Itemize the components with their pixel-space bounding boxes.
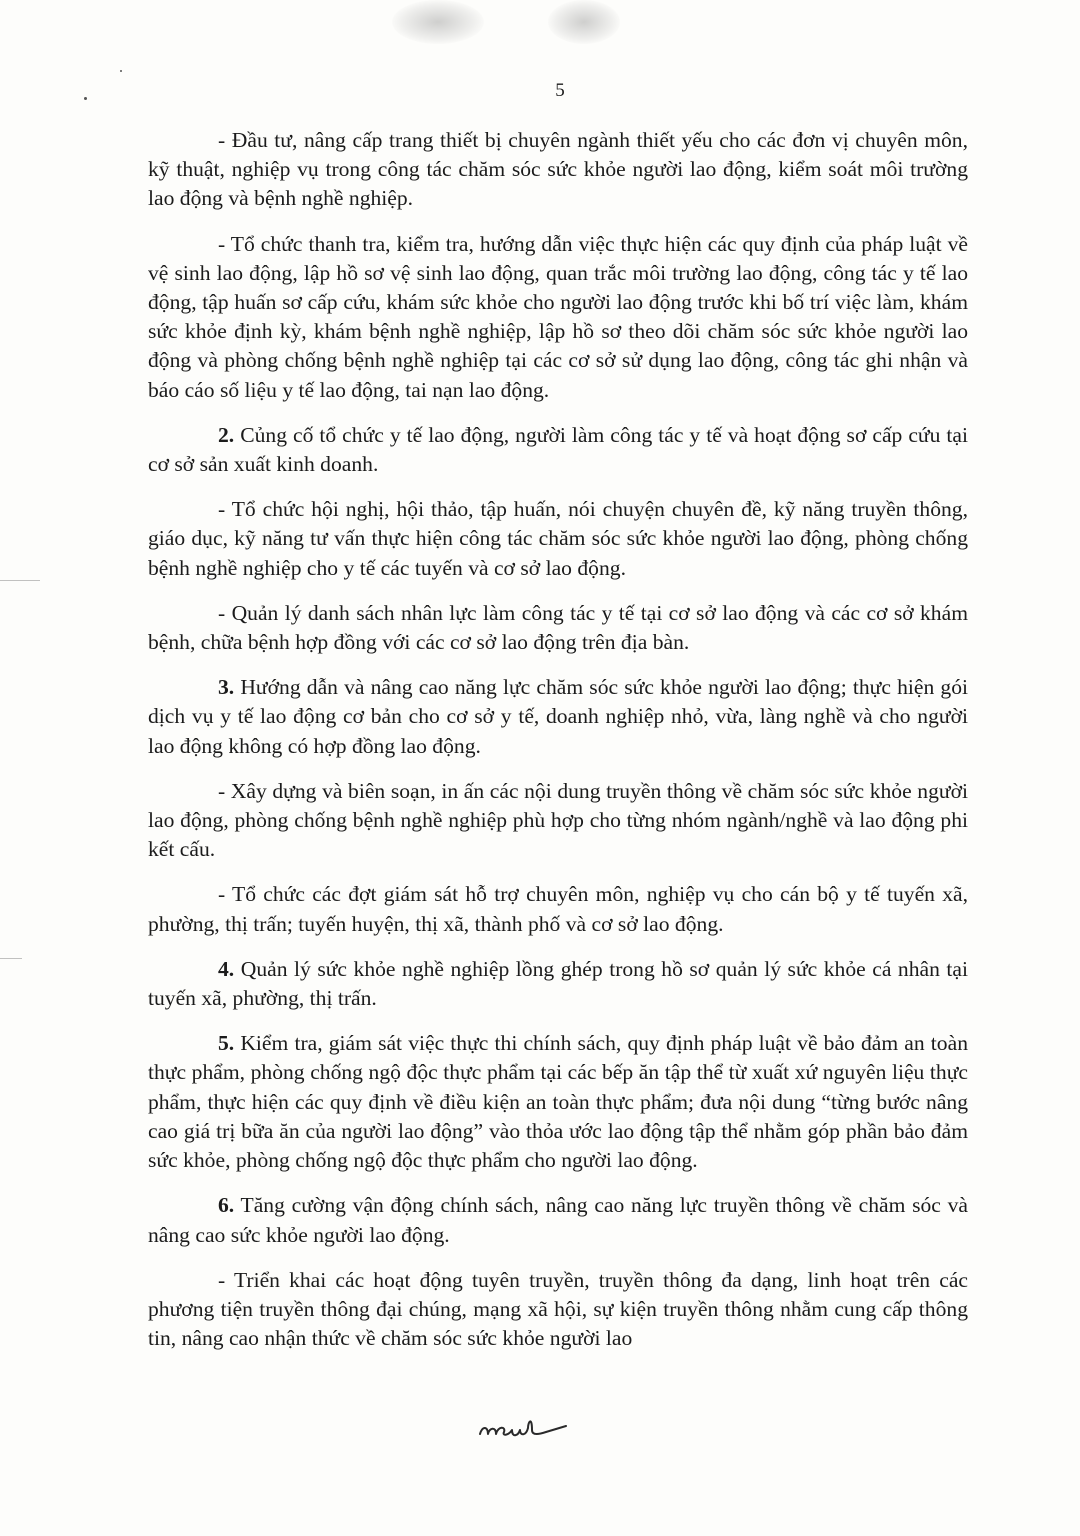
paragraph [148,495,968,583]
document-body [148,126,968,1369]
paragraph [148,777,968,865]
paragraph [148,880,968,938]
paragraph-text: - Xây dựng và biên soạn, in ấn các nội dung truyền thông về chăm sóc sức khỏe người lao động, phòng chống bệnh nghề nghiệp phù hợp cho từng nhóm ngành/nghề và lao động phi kết cấu. [148,778,968,862]
paragraph [148,126,968,214]
section-number: 5. [218,1031,235,1056]
section-paragraph [148,1191,968,1249]
paragraph [148,1266,968,1354]
paragraph-text: - Tổ chức hội nghị, hội thảo, tập huấn, nói chuyện chuyên đề, kỹ năng truyền thông, giáo dục, kỹ năng tư vấn thực hiện công tác chăm sóc sức khỏe người lao động, phòng chống bệnh nghề nghiệp cho y tế các tuyến và cơ sở lao động. [148,497,968,580]
handwritten-initials [474,1404,574,1448]
paragraph-text: - Triển khai các hoạt động tuyên truyền, truyền thông đa dạng, linh hoạt trên các phương tiện truyền thông đại chúng, mạng xã hội, sự kiện truyền thông nhằm cung cấp thông tin, nâng cao nhận thức về chăm sóc sức khỏe người lao [148,1267,968,1351]
paragraph-text: - Tổ chức thanh tra, kiểm tra, hướng dẫn việc thực hiện các quy định của pháp luật về vệ sinh lao động, lập hồ sơ vệ sinh lao động, quan trắc môi trường lao động, công tác y tế lao động, tập huấn sơ cấp cứu, khám sức khỏe cho người lao động trước khi bố trí việc làm, khám sức khỏe định kỳ, khám bệnh nghề nghiệp, lập hồ sơ theo dõi chăm sóc sức khỏe người lao động và phòng chống bệnh nghề nghiệp tại các cơ sở sử dụng lao động, công tác ghi nhận và báo cáo số liệu y tế lao động, tai nạn lao động. [148,231,968,402]
section-paragraph [148,421,968,479]
section-number: 3. [218,675,235,700]
section-paragraph [148,955,968,1013]
scan-edge-mark [0,580,40,581]
paragraph [148,230,968,405]
paragraph-text: - Quản lý danh sách nhân lực làm công tác y tế tại cơ sở lao động và các cơ sở khám bệnh, chữa bệnh hợp đồng với các cơ sở lao động trên địa bàn. [148,600,968,655]
paragraph-text: Tăng cường vận động chính sách, nâng cao năng lực truyền thông về chăm sóc và nâng cao sức khỏe người lao động. [148,1193,968,1247]
scan-edge-mark [0,958,22,959]
scan-smudge-right [548,0,620,44]
section-number: 6. [218,1193,235,1218]
section-number: 4. [218,956,235,981]
paragraph-text: Quản lý sức khỏe nghề nghiệp lồng ghép trong hồ sơ quản lý sức khỏe cá nhân tại tuyến xã, phường, thị trấn. [148,956,968,1011]
paragraph [148,599,968,657]
section-paragraph [148,1029,968,1175]
page-number: 5 [555,80,565,101]
paragraph-text: - Đầu tư, nâng cấp trang thiết bị chuyên ngành thiết yếu cho các đơn vị chuyên môn, kỹ thuật, nghiệp vụ trong công tác chăm sóc sức khỏe người lao động, kiểm soát môi trường lao động và bệnh nghề nghiệp. [148,128,968,211]
paragraph-text: - Tổ chức các đợt giám sát hỗ trợ chuyên môn, nghiệp vụ cho cán bộ y tế tuyến xã, phường, thị trấn; tuyến huyện, thị xã, thành phố và cơ sở lao động. [148,882,968,936]
paragraph-text: Kiểm tra, giám sát việc thực thi chính sách, quy định pháp luật về bảo đảm an toàn thực phẩm, phòng chống ngộ độc thực phẩm tại các bếp ăn tập thể từ xuất xứ nguyên liệu thực phẩm, thực hiện các quy định về điều kiện an toàn thực phẩm; đưa nội dung “từng bước nâng cao giá trị bữa ăn của người lao động” vào thỏa ước lao động tập thể nhằm góp phần bảo đảm sức khỏe, phòng chống ngộ độc thực phẩm cho người lao động. [148,1031,968,1173]
section-paragraph [148,673,968,761]
paragraph-text: Hướng dẫn và nâng cao năng lực chăm sóc sức khỏe người lao động; thực hiện gói dịch vụ y tế lao động cơ bản cho cơ sở y tế, doanh nghiệp nhỏ, vừa, làng nghề và cho người lao động không có hợp đồng lao động. [148,675,968,758]
section-number: 2. [218,422,235,447]
paragraph-text: Củng cố tổ chức y tế lao động, người làm công tác y tế và hoạt động sơ cấp cứu tại cơ sở sản xuất kinh doanh. [148,422,968,477]
scan-speck [120,70,122,72]
scan-smudge-left [392,0,484,44]
